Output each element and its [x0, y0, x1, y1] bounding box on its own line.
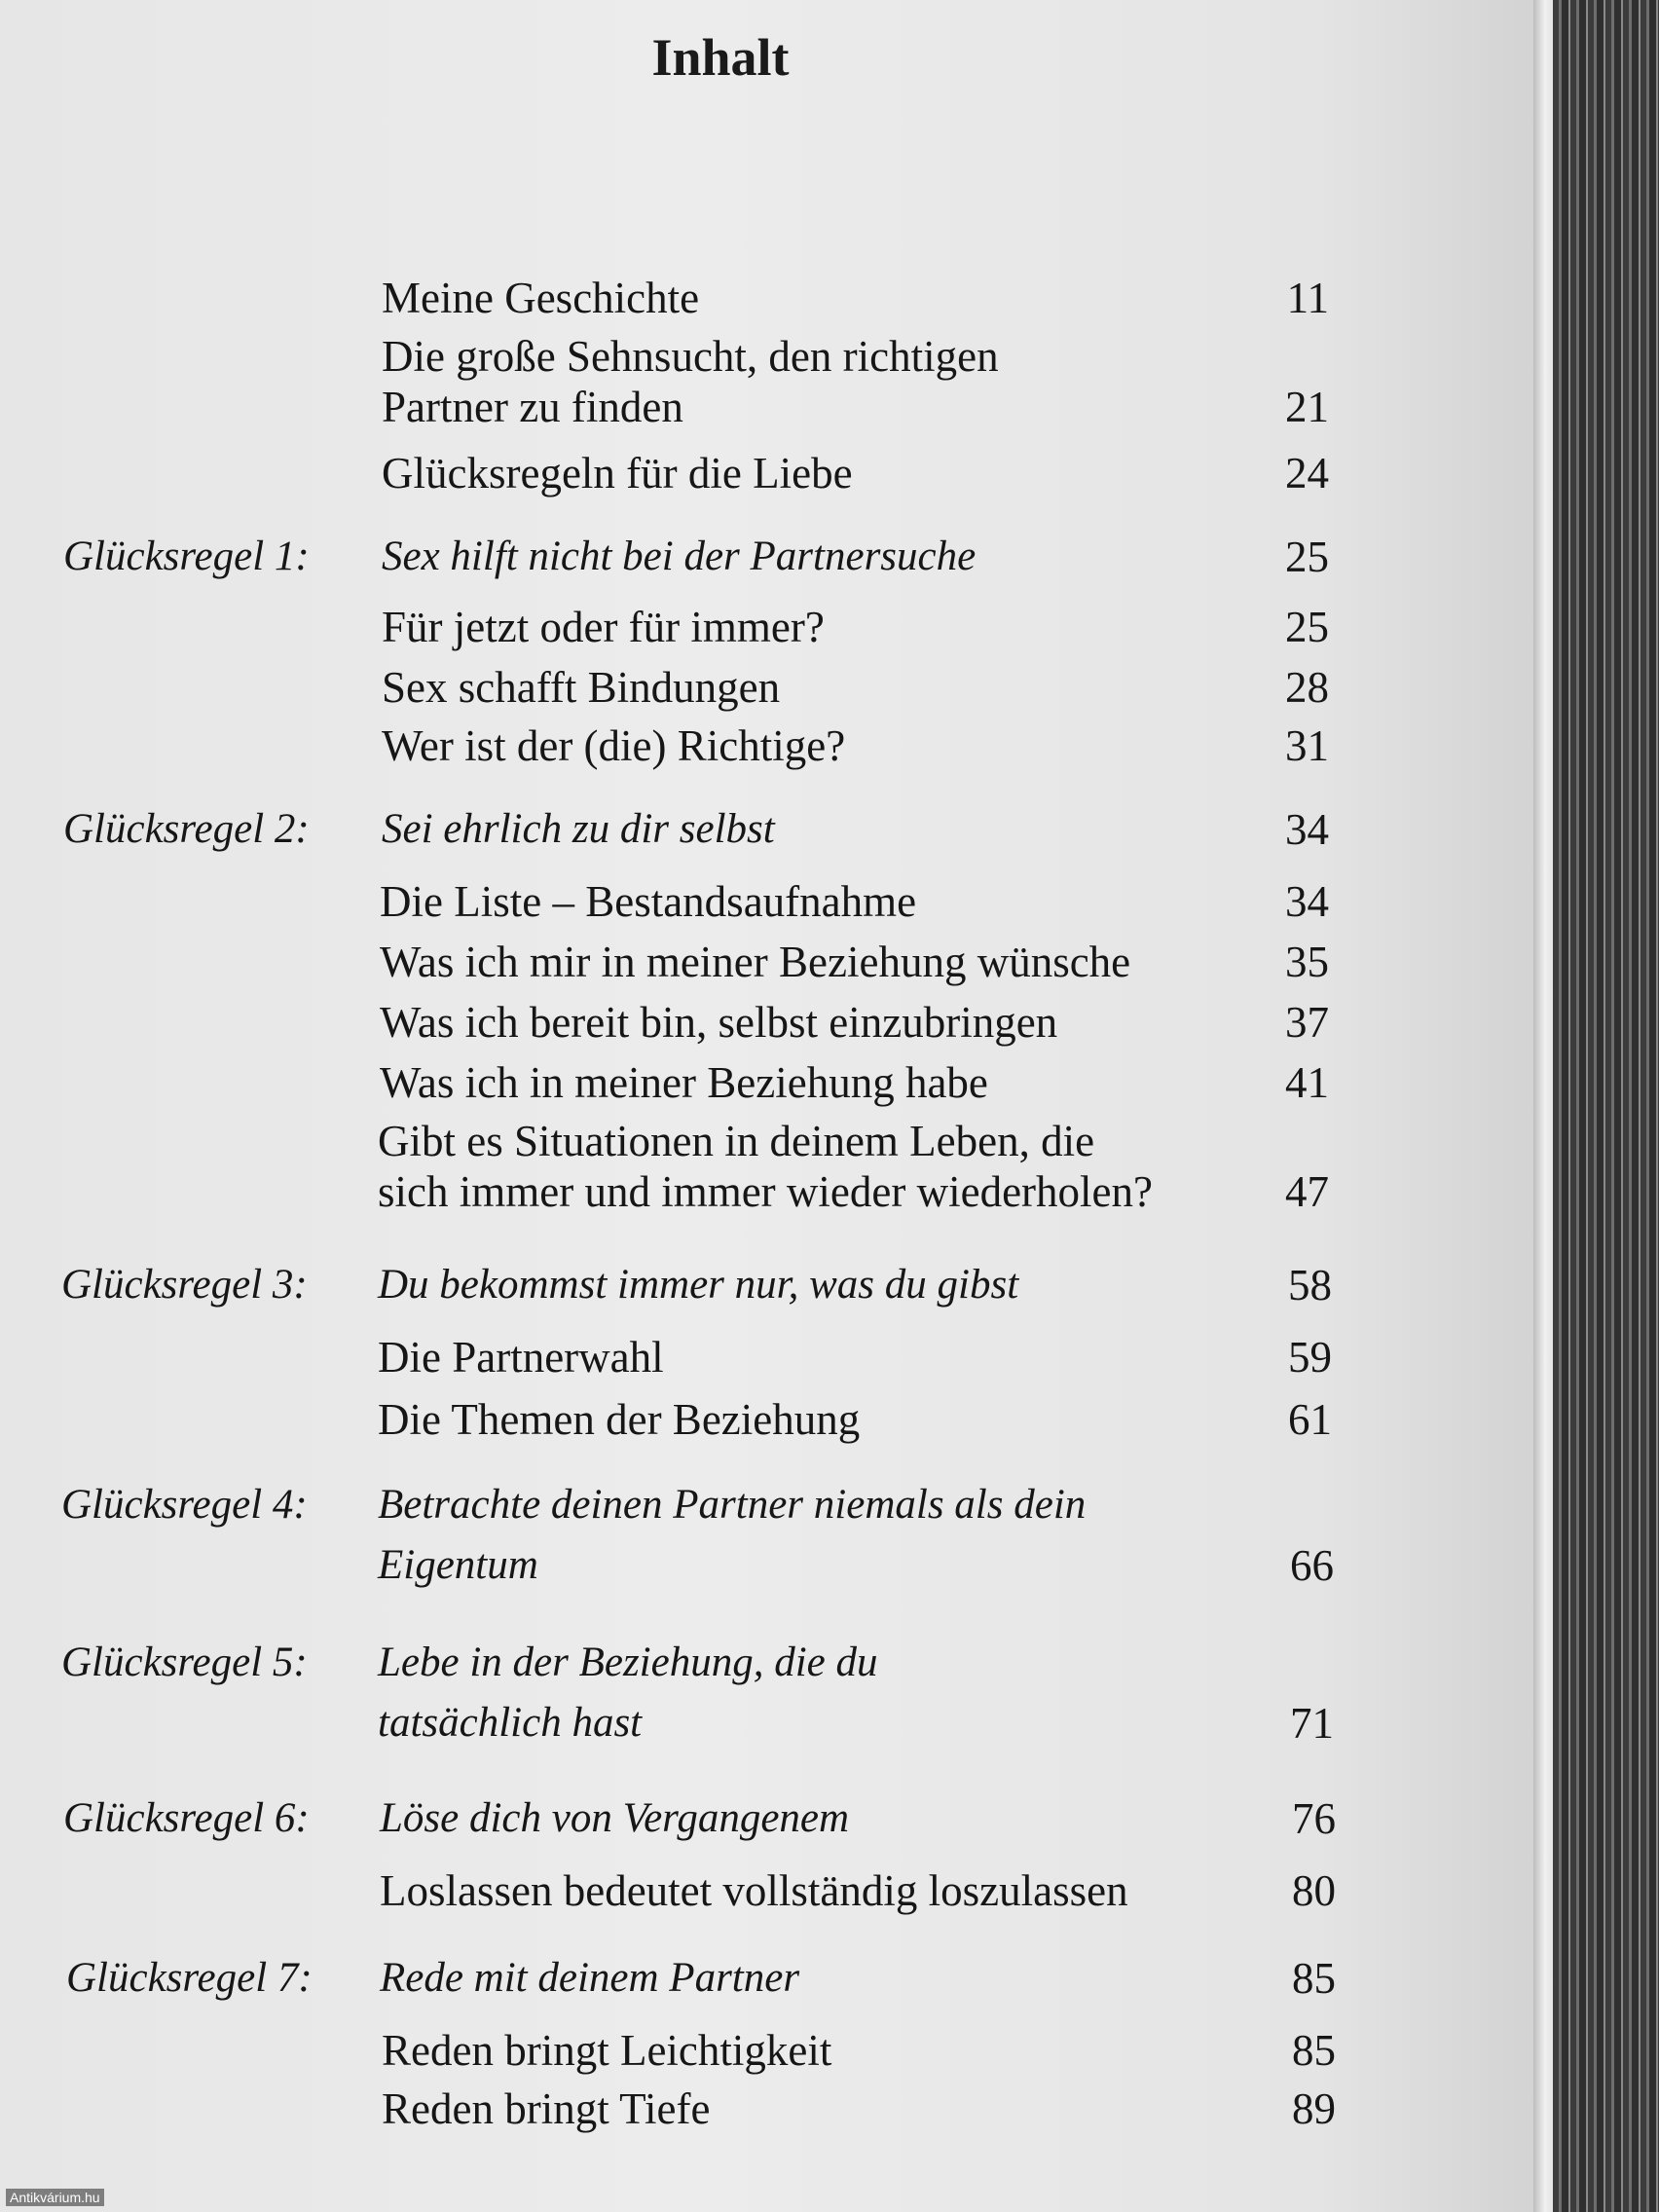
toc-entry-title-cont: Partner zu finden	[382, 383, 683, 431]
rule-label: Glücksregel 2:	[63, 806, 310, 852]
toc-entry-title: Reden bringt Leichtigkeit	[382, 2026, 832, 2075]
rule-title: Sei ehrlich zu dir selbst	[382, 806, 775, 852]
toc-page-number: 66	[1290, 1541, 1334, 1590]
toc-entry-title: Für jetzt oder für immer?	[382, 603, 825, 651]
rule-title-cont: Eigentum	[378, 1542, 538, 1588]
toc-page-number: 85	[1292, 2026, 1336, 2075]
rule-label: Glücksregel 4:	[61, 1482, 308, 1528]
background-surface	[1553, 0, 1659, 2212]
toc-entry-title: Glücksregeln für die Liebe	[382, 449, 853, 498]
toc-entry-title: Die Liste – Bestandsaufnahme	[380, 877, 917, 926]
toc-entry-title: Reden bringt Tiefe	[382, 2084, 711, 2133]
toc-page-number: 31	[1285, 721, 1329, 770]
toc-entry-title: Die Partnerwahl	[378, 1333, 664, 1382]
toc-entry-title: Was ich in meiner Beziehung habe	[380, 1058, 988, 1107]
rule-label: Glücksregel 5:	[61, 1640, 308, 1685]
rule-title: Lebe in der Beziehung, die du	[378, 1640, 878, 1685]
toc-entry-title-cont: sich immer und immer wieder wiederholen?	[378, 1167, 1153, 1216]
toc-entry-title: Die große Sehnsucht, den richtigen	[382, 332, 999, 381]
toc-page-number: 85	[1292, 1954, 1336, 2003]
toc-entry-title: Wer ist der (die) Richtige?	[382, 721, 846, 770]
toc-page-number: 35	[1285, 938, 1329, 986]
toc-entry-title: Gibt es Situationen in deinem Leben, die	[378, 1117, 1095, 1165]
watermark: Antikvárium.hu	[6, 2189, 104, 2206]
toc-page-number: 76	[1292, 1794, 1336, 1843]
rule-label: Glücksregel 7:	[66, 1955, 313, 2001]
toc-page-number: 25	[1285, 603, 1329, 651]
toc-entry-title: Was ich bereit bin, selbst einzubringen	[380, 998, 1058, 1047]
rule-title: Du bekommst immer nur, was du gibst	[378, 1262, 1019, 1308]
toc-page-number: 80	[1292, 1866, 1336, 1915]
rule-label: Glücksregel 6:	[63, 1795, 310, 1841]
rule-title-cont: tatsächlich hast	[378, 1700, 643, 1746]
toc-page-number: 28	[1285, 663, 1329, 712]
rule-title: Löse dich von Vergangenem	[380, 1795, 850, 1841]
page-title: Inhalt	[651, 28, 790, 87]
rule-label: Glücksregel 3:	[61, 1262, 308, 1308]
toc-page-number: 37	[1285, 998, 1329, 1047]
rule-title: Rede mit deinem Partner	[380, 1955, 800, 2001]
rule-title: Sex hilft nicht bei der Partnersuche	[382, 534, 977, 579]
toc-entry-title: Meine Geschichte	[382, 274, 700, 322]
toc-page-number: 25	[1285, 533, 1329, 581]
toc-entry-title: Die Themen der Beziehung	[378, 1395, 861, 1444]
toc-entry-title: Was ich mir in meiner Beziehung wünsche	[380, 938, 1131, 986]
toc-entry-title: Sex schafft Bindungen	[382, 663, 781, 712]
toc-page-number: 41	[1285, 1058, 1329, 1107]
toc-page-number: 59	[1288, 1333, 1332, 1382]
toc-page-number: 24	[1285, 449, 1329, 498]
rule-title: Betrachte deinen Partner niemals als dein	[378, 1482, 1087, 1528]
toc-entry-title: Loslassen bedeutet vollständig loszulassen	[380, 1866, 1128, 1915]
toc-page-number: 89	[1292, 2084, 1336, 2133]
toc-page-number: 34	[1285, 805, 1329, 854]
toc-page-number: 47	[1285, 1167, 1329, 1216]
toc-page-number: 11	[1286, 274, 1329, 322]
toc-page-number: 34	[1285, 877, 1329, 926]
toc-page-number: 58	[1288, 1261, 1332, 1309]
toc-page-number: 61	[1288, 1395, 1332, 1444]
toc-page-number: 21	[1285, 383, 1329, 431]
toc-page-number: 71	[1290, 1699, 1334, 1748]
rule-label: Glücksregel 1:	[63, 534, 310, 579]
